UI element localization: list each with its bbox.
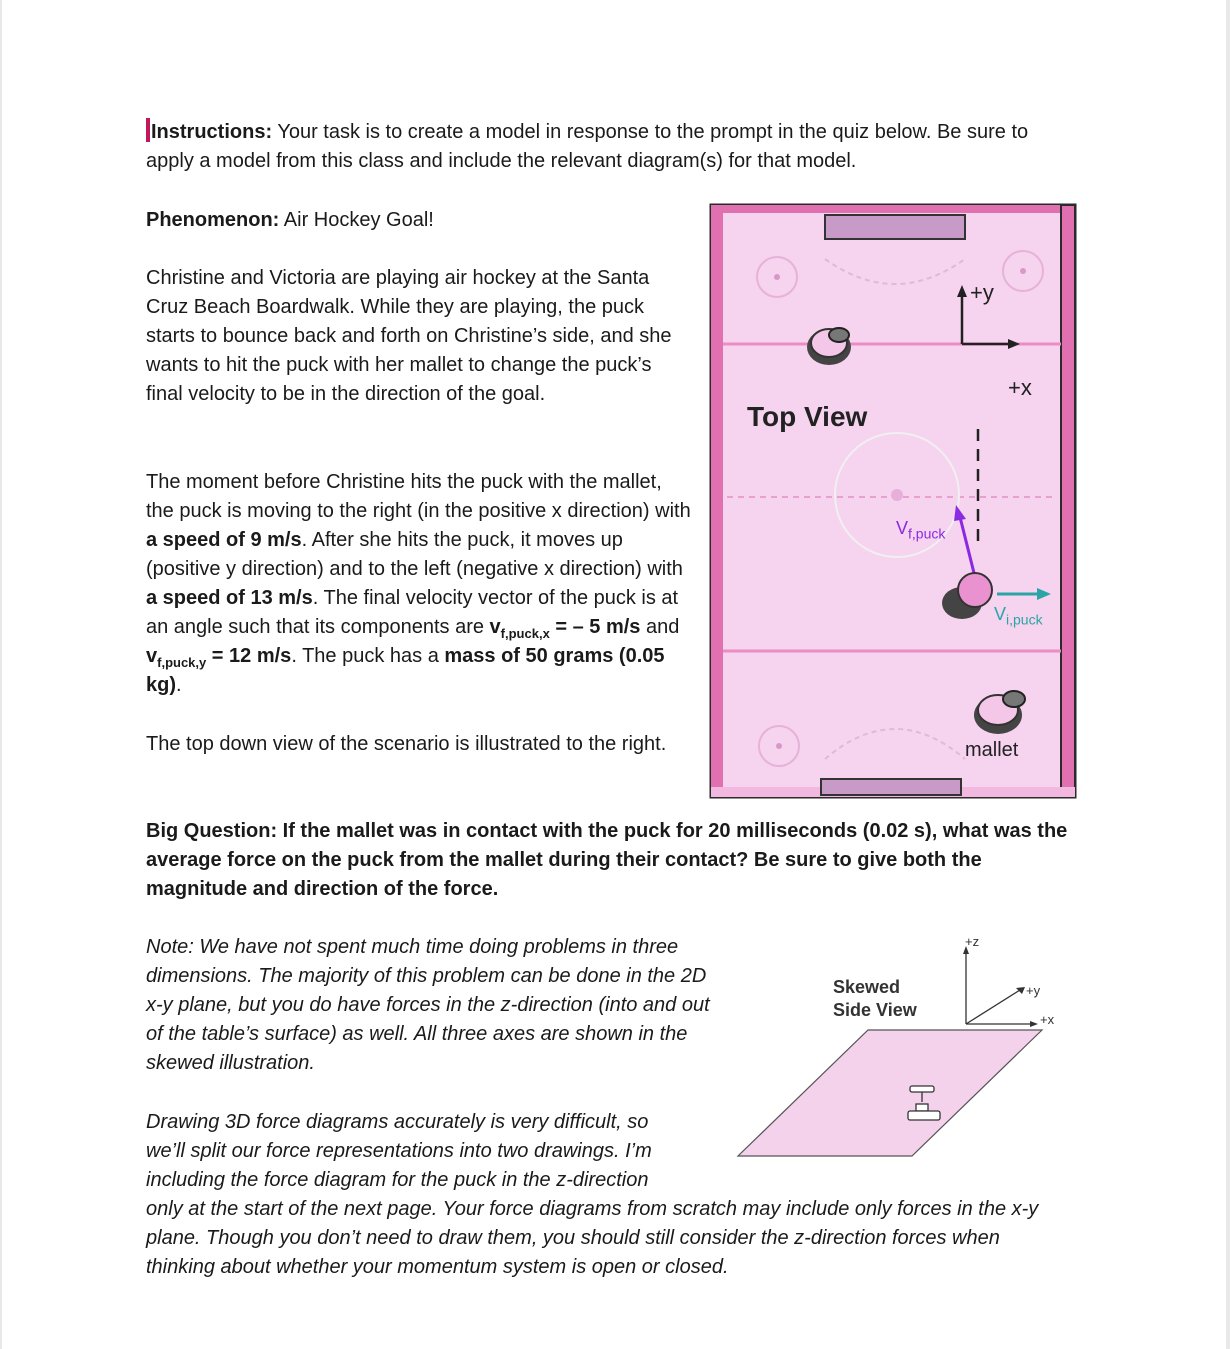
illustration-note: The top down view of the scenario is illustrated to the right.	[146, 733, 667, 755]
drawing-rest: only at the start of the next page. Your force diagrams from scratch may include only forces in the x-y plane. Though you don’t need to draw them, you should still consider the z-direction forces when thinking about whether your momentum system is open or closed.	[146, 1198, 1039, 1278]
table-top-rail	[711, 205, 1075, 213]
top-view-title: Top View	[747, 401, 868, 432]
big-question: Big Question: If the mallet was in contact with the puck for 20 milliseconds (0.02 s), what was the average force on the puck from the mallet during their contact? Be sure to give both the magnitude and direction of the force.	[146, 820, 1068, 900]
axis-x-label: +x	[1008, 375, 1032, 400]
center-dot	[891, 489, 903, 501]
final-speed: a speed of 13 m/s	[146, 587, 313, 609]
side-axis-y-label: +y	[1026, 983, 1041, 998]
side-view-title: Skewed Side View	[833, 977, 917, 1020]
velocity-paragraph	[146, 468, 694, 700]
mallet-label: mallet	[965, 739, 1019, 761]
scenario-paragraph: Christine and Victoria are playing air hockey at the Santa Cruz Beach Boardwalk. While they are playing, the puck starts to bounce back and forth on Christine’s side, and she wants to hit the puck with her mallet to change the puck’s final velocity to be in the direction of the goal.	[146, 267, 672, 405]
p2-text-4: . The puck has a	[291, 645, 445, 667]
drawing-line-2: we’ll split our force representations into two drawings. I’m	[146, 1140, 652, 1162]
bottom-goal	[821, 779, 961, 795]
instructions-text: Your task is to create a model in response to the prompt in the quiz below. Be sure to apply a model from this class and include the relevant diagram(s) for that model.	[146, 121, 1029, 172]
axis-y-label: +y	[970, 280, 994, 305]
p2-text-1: The moment before Christine hits the puck with the mallet, the puck is moving to the right (in the positive x direction) with	[146, 471, 691, 522]
top-view-diagram	[705, 199, 1081, 803]
side-view-diagram	[734, 930, 1054, 1160]
top-goal	[825, 215, 965, 239]
p2-text-2: . After she hits the puck, it moves up (positive y direction) and to the left (negative x direction) with	[146, 529, 683, 580]
final-velocity-label: $V_{f,puck}$	[896, 518, 946, 542]
note-paragraph: Note: We have not spent much time doing problems in three dimensions. The majority of this problem can be done in the 2D x-y plane, but you do have forces in the z-direction (into and out of the table’s surface) as well. All three axes are shown in the skewed illustration.	[146, 936, 710, 1074]
side-plane	[738, 1030, 1042, 1156]
initial-velocity-label: $V_{i,puck}$	[994, 604, 1043, 628]
drawing-line-1: Drawing 3D force diagrams accurately is very difficult, so	[146, 1111, 649, 1133]
p2-text-3: . The final velocity vector of the puck is at an angle such that its components are	[146, 587, 679, 638]
phenomenon-label: Phenomenon:	[146, 209, 280, 231]
vy-component: $v_{f,puck,y} = 12$ m/s	[146, 645, 292, 670]
table-right-rail	[1061, 205, 1075, 797]
phenomenon-line	[146, 206, 686, 235]
instructions-label: Instructions:	[151, 121, 273, 143]
instructions-paragraph	[146, 118, 1066, 176]
p2-text-5: .	[176, 674, 182, 696]
puck-mass: mass of 50 grams (0.05 kg)	[146, 645, 665, 696]
document-page	[2, 0, 1226, 1349]
p2-and: and	[640, 616, 680, 638]
side-axis-x-label: +x	[1040, 1012, 1055, 1027]
initial-speed: a speed of 9 m/s	[146, 529, 302, 551]
text-cursor	[146, 118, 150, 142]
side-axis-z-label: +z	[965, 934, 980, 949]
drawing-line-3: including the force diagram for the puck in the z-direction	[146, 1169, 649, 1191]
vx-component: $v_{f,puck,x}$ = – 5 m/s	[489, 616, 641, 641]
table-left-rail	[711, 205, 723, 797]
phenomenon-value: Air Hockey Goal!	[283, 209, 434, 231]
